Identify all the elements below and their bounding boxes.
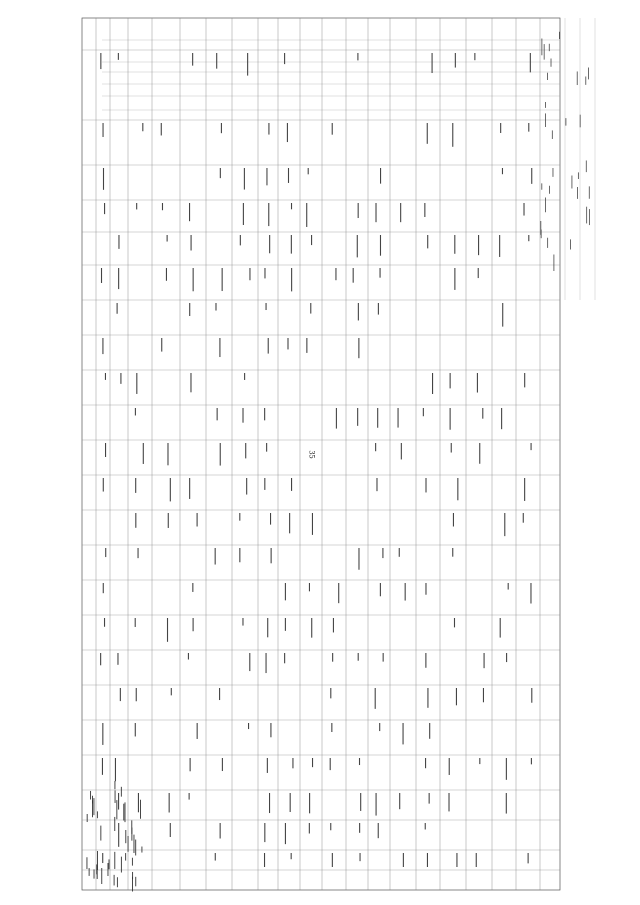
page-number: 35 xyxy=(307,450,317,459)
table-frame xyxy=(82,18,560,890)
